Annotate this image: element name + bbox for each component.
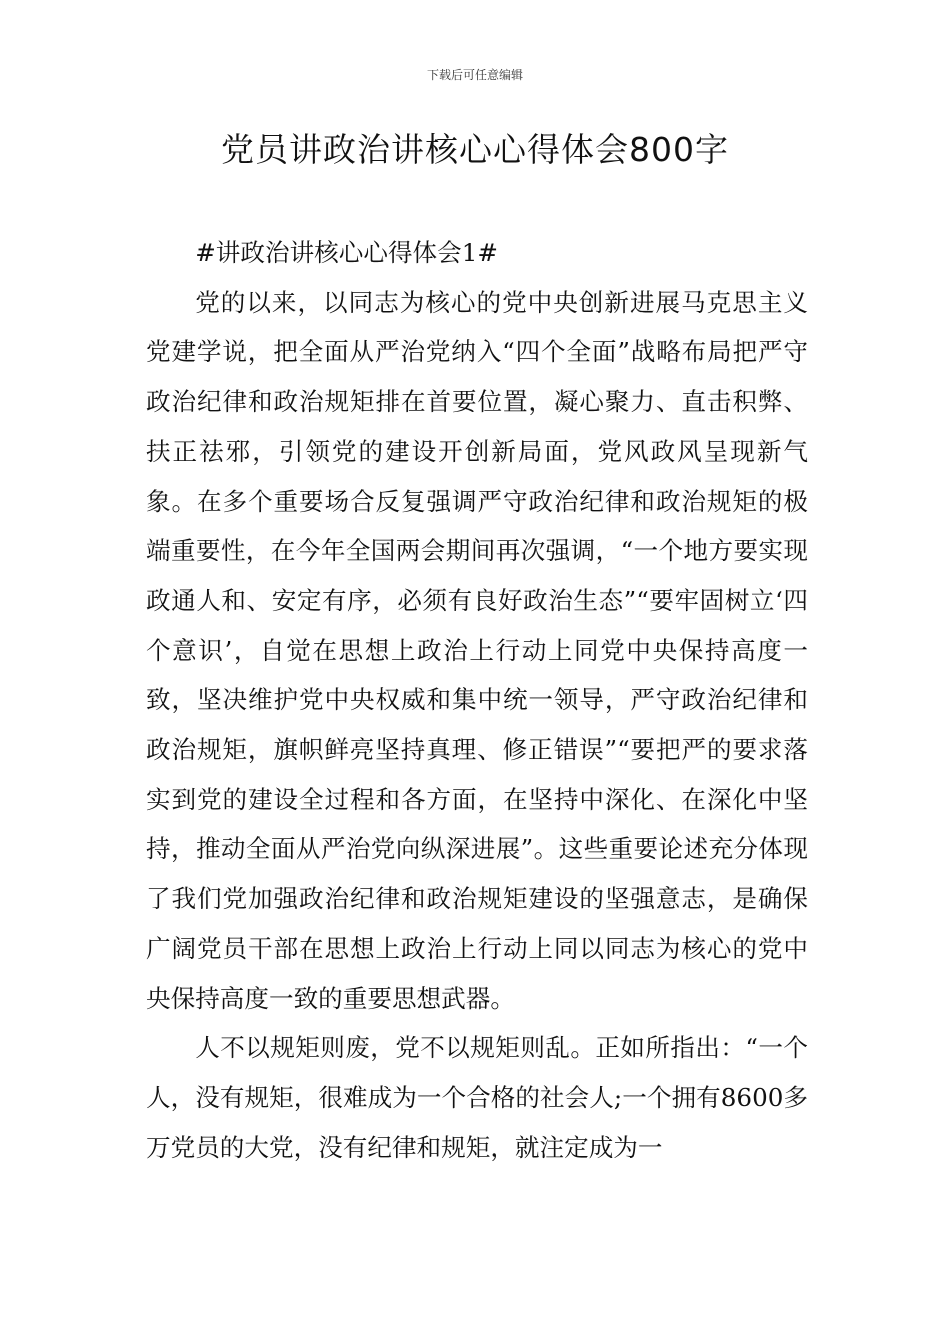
header-note: 下载后可任意编辑 [426, 68, 523, 82]
document-title: 党员讲政治讲核心心得体会800字 [221, 130, 729, 169]
body-paragraph-1: 党的以来，以同志为核心的党中央创新进展马克思主义党建学说，把全面从严治党纳入“四个全面”战略布局把严守政治纪律和政治规矩排在首要位置，凝心聚力、直击积弊、扶正祛邪，引领党的建设开创新局面，党风政风呈现新气象。在多个重要场合反复强调严守政治纪律和政治规矩的极端重要性，在今年全国两会期间再次强调，“一个地方要实现政通人和、安定有序，必须有良好政治生态”“要牢固树立‘四个意识’，自觉在思想上政治上行动上同党中央保持高度一致，坚决维护党中央权威和集中统一领导，严守政治纪律和政治规矩，旗帜鲜亮坚持真理、修正错误”“要把严的要求落实到党的建设全过程和各方面，在坚持中深化、在深化中坚持，推动全面从严治党向纵深进展”。这些重要论述充分体现了我们党加强政治纪律和政治规矩建设的坚强意志，是确保广阔党员干部在思想上政治上行动上同以同志为核心的党中央保持高度一致的重要思想武器。 [146, 287, 808, 1013]
document-body [146, 228, 808, 1172]
section-subheading: #讲政治讲核心心得体会1# [195, 238, 498, 267]
body-paragraph-2: 人不以规矩则废，党不以规矩则乱。正如所指出：“一个人，没有规矩，很难成为一个合格的社会人;一个拥有8600多万党员的大党，没有纪律和规矩，就注定成为一 [146, 1033, 808, 1162]
